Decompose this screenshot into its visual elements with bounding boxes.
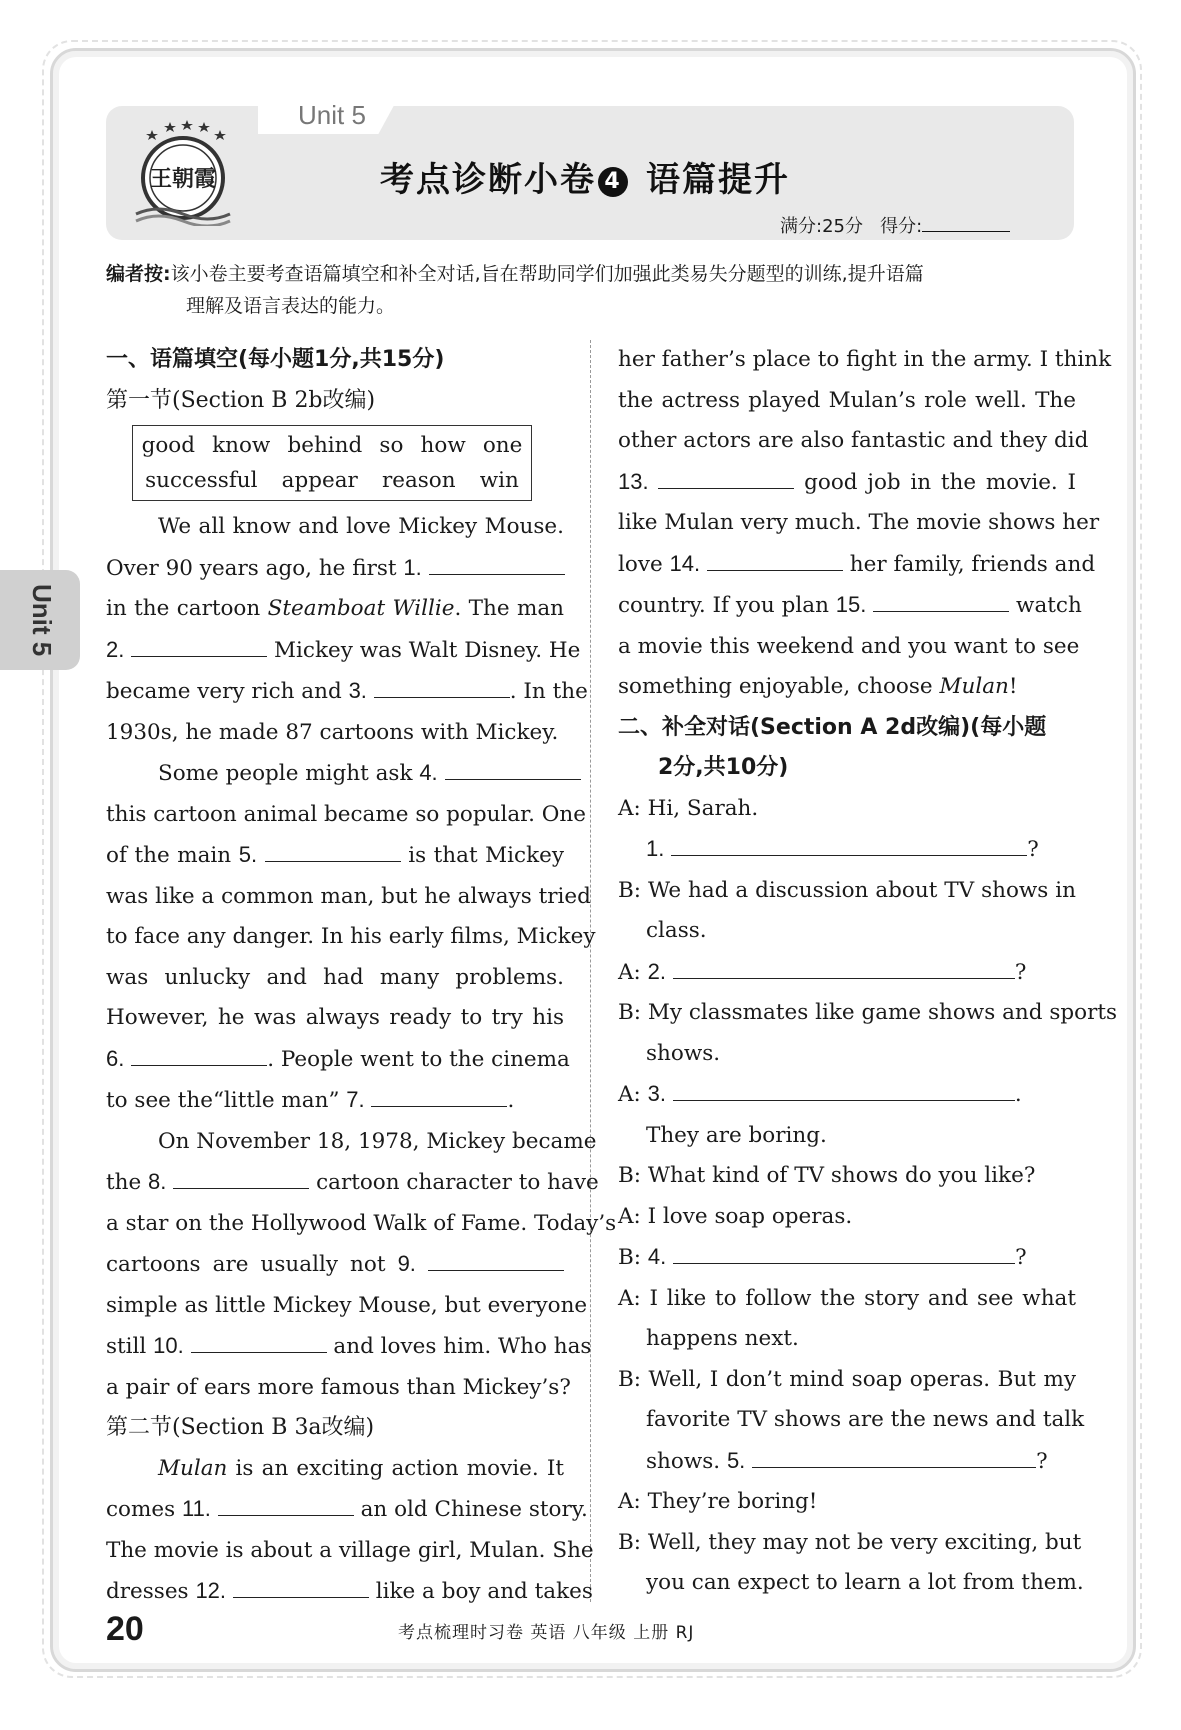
publisher-logo-icon (128, 118, 238, 226)
blank-9[interactable] (428, 1246, 564, 1271)
part2-heading: 第二节(Section B 3a改编) (106, 1415, 375, 1440)
dialogue: A: Hi, Sarah. 1. ? B: We had a discussion about TV shows in class. A: 2. ? B: My classmates like game shows and sports shows. A: 3. . They are boring. B: What kind of TV shows do you like? A: I love soap operas. B: 4. ? A: I like to follow the story and see what happens next. B: Well, I don’t mind soap operas. But my favorite TV shows are the news and talk shows. 5. ? A: They’re boring! B: Well, they may not be very exciting, but you can expect to learn a lot from them. (618, 795, 1118, 1595)
page-title: 考点诊断小卷 4 语篇提升 (380, 160, 790, 200)
right-column (618, 340, 1118, 1604)
blank-6[interactable] (131, 1041, 267, 1066)
footer-text: 考点梳理时习卷 英语 八年级 上册 RJ (398, 1623, 695, 1643)
left-column (106, 340, 617, 1613)
blank-10[interactable] (191, 1328, 327, 1353)
word-bank: good know behind so how one successful appear reason win (132, 425, 532, 501)
blank-11[interactable] (218, 1491, 354, 1516)
blank-1[interactable] (429, 550, 565, 575)
dialogue-blank-4[interactable] (673, 1239, 1015, 1264)
dialogue-blank-2[interactable] (673, 954, 1015, 979)
column-divider (590, 340, 591, 1602)
dialogue-blank-3[interactable] (673, 1076, 1015, 1101)
blank-15[interactable] (873, 587, 1009, 612)
blank-14[interactable] (707, 546, 843, 571)
blank-12[interactable] (233, 1573, 369, 1598)
unit-label: Unit 5 (298, 100, 366, 130)
dialogue-blank-5[interactable] (752, 1443, 1036, 1468)
blank-3[interactable] (374, 673, 510, 698)
passage-2-continued: her father’s place to fight in the army. I think the actress played Mulan’s role well. The other actors are also fantastic and they did 13. good job in the movie. I like Mulan very much. The movie shows her love 14. her family, friends and country. If you plan 15. watch a movie this weekend and you want to see something enjoyable, choose Mulan! (618, 347, 1112, 699)
part1-heading: 第一节(Section B 2b改编) (106, 387, 376, 413)
passage-2: Mulan is an exciting action movie. It comes 11. an old Chinese story. The movie is about a village girl, Mulan. She dresses 12. like a boy and takes (106, 1455, 594, 1604)
title-number-badge: 4 (598, 167, 628, 197)
section2-heading: 二、补全对话(Section A 2d改编)(每小题 2分,共10分) (618, 714, 1047, 780)
blank-5[interactable] (265, 837, 401, 862)
footer (106, 1610, 1074, 1650)
editor-note: 编者按:该小卷主要考查语篇填空和补全对话,旨在帮助同学们加强此类易失分题型的训练,提升语篇 理解及语言表达的能力。 (106, 263, 924, 317)
blank-2[interactable] (131, 632, 267, 657)
blank-4[interactable] (445, 755, 581, 780)
blank-7[interactable] (371, 1082, 507, 1107)
blank-13[interactable] (658, 464, 794, 489)
page-number: 20 (106, 1610, 144, 1648)
passage-1: We all know and love Mickey Mouse. Over 90 years ago, he first 1. in the cartoon Steamboat Willie. The man 2. Mickey was Walt Disney. He became very rich and 3. . In the 1930s, he made 87 cartoons with Mickey. Some people might ask 4. this cartoon animal became so popular. One of the main 5. is that Mickey was like a common man, but he always tried to face any danger. In his early films, Mickey was unlucky and had many problems. However, he was always ready to try his 6. . People went to the cinema to see the“little man” 7. . On November 18, 1978, Mickey became the 8. cartoon character to have a star on the Hollywood Walk of Fame. Today’s cartoons are usually not 9. simple as little Mickey Mouse, but everyone still 10. and loves him. Who has a pair of ears more famous than Mickey’s? (106, 514, 617, 1400)
side-unit-tab: Unit 5 (0, 570, 80, 670)
blank-8[interactable] (173, 1164, 309, 1189)
svg-text:王朝霞: 王朝霞 (149, 166, 217, 192)
score-blank[interactable] (922, 213, 1010, 232)
section1-heading: 一、语篇填空(每小题1分,共15分) (106, 347, 445, 372)
score-line: 满分:25分 得分: (780, 212, 1010, 238)
dialogue-blank-1[interactable] (671, 831, 1027, 856)
